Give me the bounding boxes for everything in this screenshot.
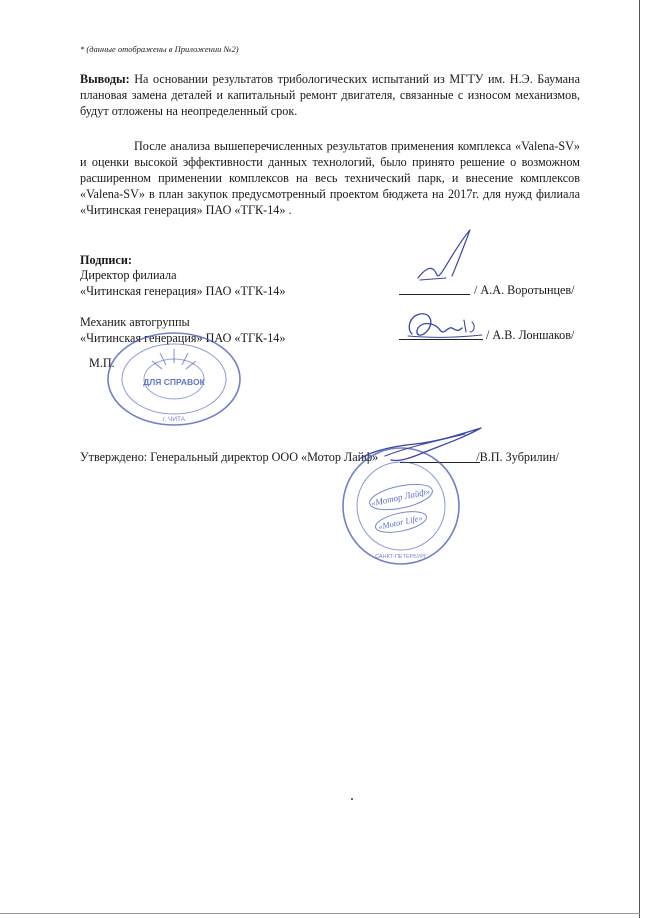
approval-name: /В.П. Зубрилин/ xyxy=(476,450,560,464)
mechanic-title: Механик автогруппы xyxy=(80,315,190,329)
right-stamp-top: «Мотор Лайф» xyxy=(369,485,431,509)
right-stamp-bottom: «Motor Life» xyxy=(377,512,424,532)
signatures-heading: Подписи: xyxy=(80,253,132,267)
stray-mark xyxy=(351,798,353,800)
appendix-note: * (данные отображены в Приложении №2) xyxy=(80,44,239,54)
conclusion-paragraph xyxy=(80,71,580,119)
approval-text: Утверждено: Генеральный директор ООО «Мотор Лайф» xyxy=(80,450,379,464)
page-edge-right xyxy=(639,0,640,918)
right-stamp-ring-bottom: САНКТ-ПЕТЕРБУРГ xyxy=(375,554,427,560)
approval-signature-icon xyxy=(355,424,495,470)
stamp-place-label: М.П. xyxy=(89,356,115,370)
director-title: Директор филиала xyxy=(80,268,177,282)
left-stamp-icon xyxy=(104,329,244,429)
mechanic-org: «Читинская генерация» ПАО «ТГК-14» xyxy=(80,331,286,345)
mechanic-name: / А.В. Лоншаков/ xyxy=(486,328,575,342)
director-org: «Читинская генерация» ПАО «ТГК-14» xyxy=(80,284,286,298)
left-stamp-center: ДЛЯ СПРАВОК xyxy=(143,377,205,387)
director-signature-icon xyxy=(400,226,480,296)
director-signature-block xyxy=(80,267,286,299)
mechanic-signature-icon xyxy=(402,308,488,344)
left-stamp-bottom: г. ЧИТА xyxy=(162,416,186,423)
conclusion-label: Выводы: xyxy=(80,72,130,86)
director-name: / А.А. Воротынцев/ xyxy=(474,283,575,297)
decision-paragraph: После анализа вышеперечисленных результатов применения комплекса «Valena-SV» и оценки высокой эффективности данных технологий, было принято решение о возможном расширенном применении комплексов на весь технический парк, и внесение комплексов «Valena-SV» в план закупок предусмотренный проектом бюджета на 2017г. для нужд филиала «Читинская генерация» ПАО «ТГК-14» . xyxy=(80,139,580,217)
page-edge-bottom xyxy=(0,913,640,914)
conclusion-text: На основании результатов трибологических испытаний из МГТУ им. Н.Э. Баумана плановая замена деталей и капитальный ремонт двигателя, связанные с износом механизмов, будут отложены на неопределенный срок. xyxy=(80,72,580,118)
